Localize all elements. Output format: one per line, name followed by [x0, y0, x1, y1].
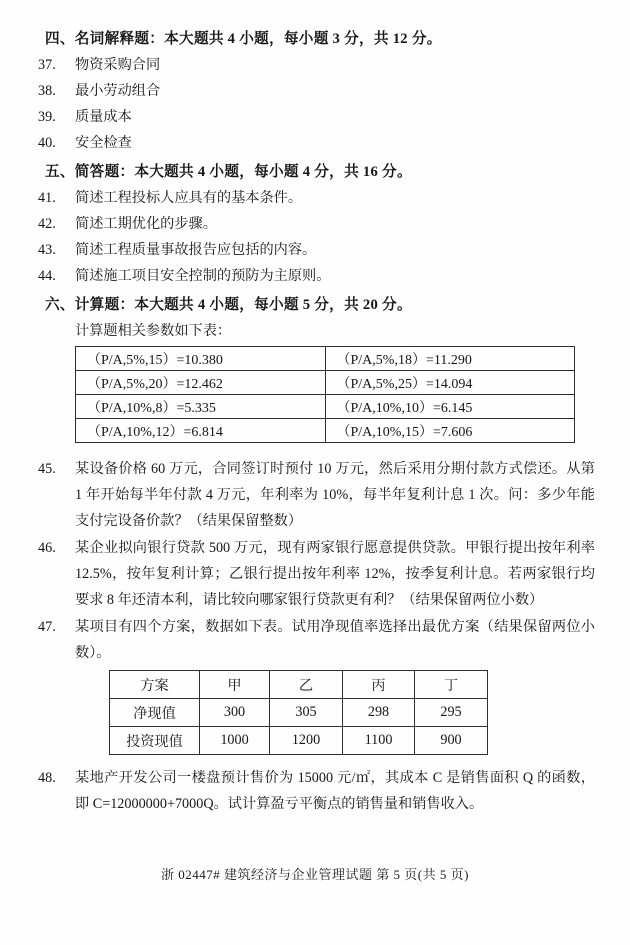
question-text: 物资采购合同: [75, 57, 161, 73]
factor-table-intro: 计算题相关参数如下表：: [75, 323, 232, 339]
question-text: 简述施工项目安全控制的预防为主原则。: [75, 268, 331, 284]
factor-table-row: [76, 395, 575, 419]
question-42: [38, 211, 595, 237]
scheme-header-cell: 乙: [270, 671, 343, 699]
scheme-header-row: [110, 671, 488, 699]
factor-table-row: [76, 371, 575, 395]
scheme-cell: 295: [415, 699, 488, 727]
question-number: 38.: [38, 83, 56, 99]
question-text: 某企业拟向银行贷款 500 万元，现有两家银行愿意提供贷款。甲银行提出按年利率 12.5%，按年复利计算；乙银行提出按年利率 12%，按季复利计息。若两家银行均要求 8 年还清本利，请比较向哪家银行贷款更有利？（结果保留两位小数）: [75, 540, 595, 608]
scheme-cell: 1000: [200, 727, 270, 755]
scheme-cell: 300: [200, 699, 270, 727]
question-number: 39.: [38, 109, 56, 125]
factor-table-row: [76, 347, 575, 371]
question-number: 42.: [38, 216, 56, 232]
question-39: [38, 104, 595, 130]
question-44: [38, 263, 595, 289]
scheme-cell: 900: [415, 727, 488, 755]
question-47: [38, 614, 595, 666]
question-37: [38, 52, 595, 78]
question-text: 质量成本: [75, 109, 132, 125]
question-text: 某项目有四个方案，数据如下表。试用净现值率选择出最优方案（结果保留两位小数）。: [75, 619, 595, 661]
question-number: 43.: [38, 242, 56, 258]
section-heading-6: 六、计算题：本大题共 4 小题，每小题 5 分，共 20 分。: [45, 297, 412, 313]
question-text: 某设备价格 60 万元，合同签订时预付 10 万元，然后采用分期付款方式偿还。从第 1 年开始每半年付款 4 万元，年利率为 10%，每半年复利计息 1 次。问：多少年能支付完设备价款？（结果保留整数）: [75, 461, 595, 529]
question-43: [38, 237, 595, 263]
scheme-cell: 1200: [270, 727, 343, 755]
scheme-header-cell: 丙: [343, 671, 415, 699]
question-41: [38, 185, 595, 211]
factor-table-row: [76, 419, 575, 443]
question-text: 最小劳动组合: [75, 83, 161, 99]
factor-table: [75, 346, 575, 443]
page-footer: 浙 02447# 建筑经济与企业管理试题 第 5 页(共 5 页): [161, 867, 469, 882]
scheme-table: [109, 670, 488, 755]
section-heading-4: 四、名词解释题：本大题共 4 小题，每小题 3 分，共 12 分。: [45, 31, 442, 47]
question-45: [38, 456, 595, 534]
section-heading-5: 五、简答题：本大题共 4 小题，每小题 4 分，共 16 分。: [45, 164, 412, 180]
factor-cell: （P/A,10%,12）=6.814: [76, 419, 326, 443]
scheme-header-cell: 甲: [200, 671, 270, 699]
question-number: 47.: [38, 619, 56, 635]
factor-cell: （P/A,5%,18）=11.290: [325, 347, 575, 371]
scheme-cell: 305: [270, 699, 343, 727]
scheme-table-row: [110, 699, 488, 727]
factor-cell: （P/A,10%,10）=6.145: [325, 395, 575, 419]
question-38: [38, 78, 595, 104]
question-40: [38, 130, 595, 156]
factor-cell: （P/A,10%,15）=7.606: [325, 419, 575, 443]
scheme-cell: 1100: [343, 727, 415, 755]
question-48: [38, 765, 595, 817]
scheme-table-row: [110, 727, 488, 755]
question-text: 简述工期优化的步骤。: [75, 216, 217, 232]
question-text: 简述工程投标人应具有的基本条件。: [75, 190, 303, 206]
question-number: 37.: [38, 57, 56, 73]
scheme-header-cell: 方案: [110, 671, 200, 699]
question-text: 某地产开发公司一楼盘预计售价为 15000 元/㎡，其成本 C 是销售面积 Q 的函数，即 C=12000000+7000Q。试计算盈亏平衡点的销售量和销售收入。: [75, 770, 595, 812]
factor-cell: （P/A,5%,25）=14.094: [325, 371, 575, 395]
question-text: 安全检查: [75, 135, 132, 151]
scheme-header-cell: 丁: [415, 671, 488, 699]
factor-cell: （P/A,5%,20）=12.462: [76, 371, 326, 395]
question-number: 41.: [38, 190, 56, 206]
question-number: 45.: [38, 461, 56, 477]
scheme-cell: 298: [343, 699, 415, 727]
question-number: 48.: [38, 770, 56, 786]
scheme-row-label: 净现值: [110, 699, 200, 727]
question-text: 简述工程质量事故报告应包括的内容。: [75, 242, 317, 258]
factor-cell: （P/A,5%,15）=10.380: [76, 347, 326, 371]
question-number: 44.: [38, 268, 56, 284]
question-46: [38, 535, 595, 613]
scheme-row-label: 投资现值: [110, 727, 200, 755]
factor-cell: （P/A,10%,8）=5.335: [76, 395, 326, 419]
question-number: 40.: [38, 135, 56, 151]
question-number: 46.: [38, 540, 56, 556]
